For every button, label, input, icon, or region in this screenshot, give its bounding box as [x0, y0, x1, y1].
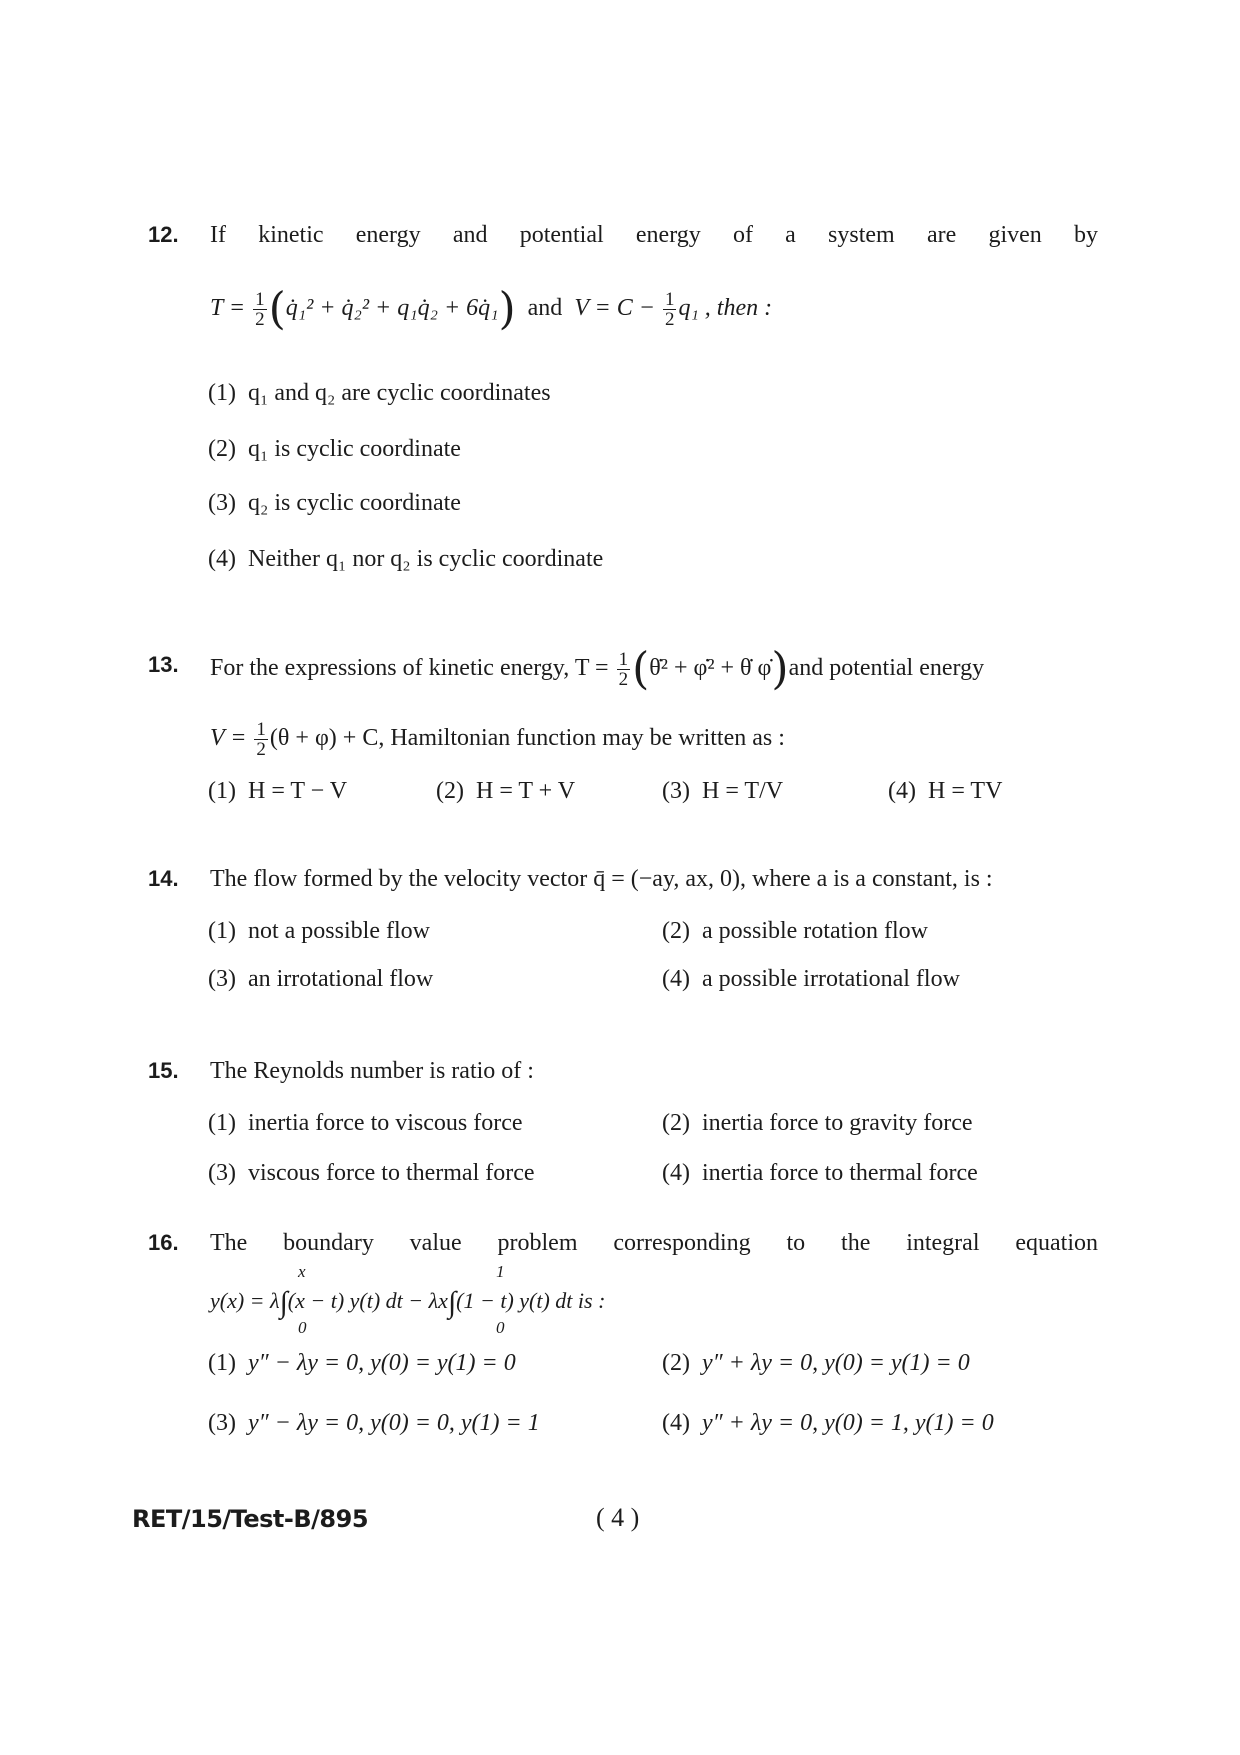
option-2[interactable]: (2) H = T + V — [436, 778, 576, 804]
integral-lower-limit: 0 — [298, 1318, 307, 1337]
option-3[interactable]: (3) viscous force to thermal force — [208, 1160, 535, 1186]
q13-stem-line2: V = $\frac{1}{2}$ (θ + φ) + C, Hamiltonian function may be written as : — [210, 719, 785, 760]
option-1[interactable]: (1) inertia force to viscous force — [208, 1110, 523, 1136]
option-2[interactable]: (2) a possible rotation flow — [662, 918, 928, 944]
question-number: 13. — [148, 652, 179, 677]
half-fraction: $\frac{1}{2}$ — [255, 289, 265, 330]
option-3[interactable]: (3) H = T/V — [662, 778, 784, 804]
option-2[interactable]: (2) inertia force to gravity force — [662, 1110, 973, 1136]
potential-energy-lhs: V = C − — [574, 295, 661, 322]
half-fraction: $\frac{1}{2}$ — [256, 719, 266, 760]
integral-equation: y(x) = λ∫(x − t) y(t) dt − λx∫(1 − t) y(t) dt is : — [210, 1285, 606, 1319]
question-number: 16. — [148, 1230, 179, 1255]
option-4[interactable]: (4) y″ + λy = 0, y(0) = 1, y(1) = 0 — [662, 1410, 994, 1436]
integral-sign: ∫ — [447, 1285, 457, 1319]
option-1[interactable]: (1) H = T − V — [208, 778, 348, 804]
integral-upper-limit: x — [298, 1262, 306, 1281]
question-stem: The Reynolds number is ratio of : — [210, 1058, 534, 1084]
option-2[interactable]: (2) q₁ is cyclic coordinate — [208, 436, 461, 462]
option-2[interactable]: (2) y″ + λy = 0, y(0) = y(1) = 0 — [662, 1350, 970, 1376]
page-number: ( 4 ) — [596, 1503, 640, 1532]
question-stem: The boundary value problem corresponding to the integral equation — [210, 1230, 1098, 1256]
option-4[interactable]: (4) H = TV — [888, 778, 1003, 804]
option-3[interactable]: (3) q₂ is cyclic coordinate — [208, 490, 461, 516]
option-4[interactable]: (4) inertia force to thermal force — [662, 1160, 978, 1186]
kinetic-energy-lhs: T = — [210, 295, 252, 322]
question-stem: The flow formed by the velocity vector q̄ = (−ay, ax, 0), where a is a constant, is : — [210, 866, 993, 892]
half-fraction: $\frac{1}{2}$ — [664, 289, 675, 330]
option-4[interactable]: (4) a possible irrotational flow — [662, 966, 960, 992]
q13-stem-line1: For the expressions of kinetic energy, T = $\frac{1}{2}$ (θ̇² + φ̇² + θ̇ φ̇)and potential energy — [210, 643, 985, 695]
integral-sign: ∫ — [279, 1285, 288, 1319]
potential-energy-tail: q₁ , then : — [678, 295, 773, 322]
option-3[interactable]: (3) an irrotational flow — [208, 966, 434, 992]
integral-lower-limit: 0 — [496, 1318, 505, 1337]
question-stem: If kinetic energy and potential energy of a system are given by — [210, 222, 1098, 248]
option-3[interactable]: (3) y″ − λy = 0, y(0) = 0, y(1) = 1 — [208, 1410, 540, 1436]
option-1[interactable]: (1) y″ − λy = 0, y(0) = y(1) = 0 — [208, 1350, 516, 1376]
option-1[interactable]: (1) not a possible flow — [208, 918, 430, 944]
half-fraction: $\frac{1}{2}$ — [618, 649, 629, 690]
integral-upper-limit: 1 — [496, 1262, 505, 1281]
kinetic-energy-terms: q̇₁² + q̇₂² + q₁q̇₂ + 6q̇₁ — [285, 295, 499, 322]
question-number: 15. — [148, 1058, 179, 1083]
paper-code: RET/15/Test-B/895 — [132, 1505, 369, 1533]
question-number: 12. — [148, 222, 179, 247]
conjunction: and — [527, 295, 563, 322]
option-4[interactable]: (4) Neither q₁ nor q₂ is cyclic coordinate — [208, 546, 604, 572]
kinetic-energy-terms: θ̇² + φ̇² + θ̇ φ̇ — [649, 655, 772, 682]
question-number: 14. — [148, 866, 179, 891]
option-1[interactable]: (1) q₁ and q₂ are cyclic coordinates — [208, 380, 551, 406]
q12-equation: T = $\frac{1}{2}$ (q̇₁² + q̇₂² + q₁q̇₂ + 6q̇₁) and V = C − $\frac{1}{2}$ q₁ , then : — [210, 283, 773, 335]
